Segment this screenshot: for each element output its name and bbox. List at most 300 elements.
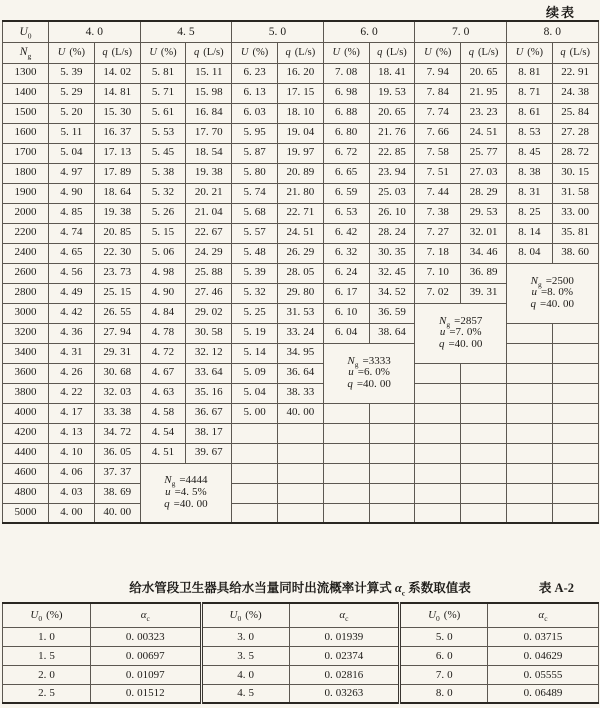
u-value-cell: 4. 51 (140, 443, 186, 463)
q-value-cell: 34. 52 (369, 283, 415, 303)
alpha-table-title: 给水管段卫生器具给水当量同时出流概率计算式 $\alpha_c$ 系数取值表 表 A-2 (0, 578, 600, 596)
table-row (3, 403, 599, 423)
u-subheader-cell: U (%) (140, 42, 186, 63)
alpha-value-cell: 0. 01939 (289, 627, 400, 646)
empty-cell (552, 363, 598, 383)
q-value-cell: 19. 97 (277, 143, 323, 163)
u-value-cell: 5. 38 (140, 163, 186, 183)
q-value-cell: 22. 30 (94, 243, 140, 263)
u-value-cell: 6. 32 (323, 243, 369, 263)
q-value-cell: 32. 03 (94, 383, 140, 403)
empty-cell (277, 423, 323, 443)
q-value-cell: 26. 10 (369, 203, 415, 223)
q-value-cell: 28. 24 (369, 223, 415, 243)
u-value-cell: 5. 04 (49, 143, 95, 163)
empty-cell (323, 463, 369, 483)
u-value-cell: 5. 71 (140, 83, 186, 103)
u0-value-cell: 5. 0 (400, 627, 488, 646)
q-value-cell: 30. 58 (186, 323, 232, 343)
empty-cell (461, 483, 507, 503)
u-value-cell: 4. 78 (140, 323, 186, 343)
empty-cell (415, 363, 461, 383)
alpha-header-cell: $\alpha_c$ (289, 603, 400, 627)
empty-cell (415, 383, 461, 403)
empty-cell (552, 463, 598, 483)
u0-value-cell: 3. 0 (201, 627, 289, 646)
q-value-cell: 15. 11 (186, 63, 232, 83)
q-value-cell: 25. 77 (461, 143, 507, 163)
alpha-row (3, 646, 599, 665)
empty-cell (506, 403, 552, 423)
q-value-cell: 38. 17 (186, 423, 232, 443)
ng-cell: 1300 (3, 63, 49, 83)
q-value-cell: 29. 31 (94, 343, 140, 363)
u-subheader-cell: U (%) (506, 42, 552, 63)
u-value-cell: 4. 58 (140, 403, 186, 423)
u0-header-cell: $U_0$ (%) (400, 603, 488, 627)
u-value-cell: 8. 81 (506, 63, 552, 83)
u-value-cell: 7. 38 (415, 203, 461, 223)
q-value-cell: 23. 94 (369, 163, 415, 183)
u-value-cell: 7. 66 (415, 123, 461, 143)
u-value-cell: 8. 04 (506, 243, 552, 263)
u-value-cell: 6. 53 (323, 203, 369, 223)
u-value-cell: 4. 90 (140, 283, 186, 303)
q-value-cell: 19. 38 (94, 203, 140, 223)
u-value-cell: 5. 53 (140, 123, 186, 143)
u-value-cell: 4. 97 (49, 163, 95, 183)
u-value-cell: 8. 61 (506, 103, 552, 123)
q-value-cell: 24. 29 (186, 243, 232, 263)
table-row (3, 83, 599, 103)
empty-cell (415, 423, 461, 443)
alpha-value-cell: 0. 05555 (488, 665, 599, 684)
q-value-cell: 29. 02 (186, 303, 232, 323)
ng-cell: 1600 (3, 123, 49, 143)
table-row (3, 343, 599, 363)
u-value-cell: 6. 13 (232, 83, 278, 103)
q-value-cell: 16. 84 (186, 103, 232, 123)
u-value-cell: 5. 32 (232, 283, 278, 303)
q-value-cell: 17. 70 (186, 123, 232, 143)
u-subheader-cell: U (%) (49, 42, 95, 63)
q-value-cell: 33. 00 (552, 203, 598, 223)
table-row (3, 183, 599, 203)
empty-cell (415, 503, 461, 523)
alpha-value-cell: 0. 00697 (91, 646, 202, 665)
q-value-cell: 25. 15 (94, 283, 140, 303)
q-value-cell: 38. 64 (369, 323, 415, 343)
u-value-cell: 7. 27 (415, 223, 461, 243)
u0-value-cell: 3. 5 (201, 646, 289, 665)
q-subheader-cell: q (L/s) (186, 42, 232, 63)
q-value-cell: 16. 20 (277, 63, 323, 83)
q-value-cell: 28. 05 (277, 263, 323, 283)
q-subheader-cell: q (L/s) (461, 42, 507, 63)
empty-cell (506, 343, 552, 363)
q-value-cell: 36. 64 (277, 363, 323, 383)
q-value-cell: 27. 46 (186, 283, 232, 303)
group-header-cell: 6. 0 (323, 21, 415, 42)
note-cell: $N_g =3333$ u =6. 0% q =40. 00 (323, 343, 415, 403)
q-value-cell: 32. 45 (369, 263, 415, 283)
empty-cell (552, 483, 598, 503)
u-value-cell: 6. 42 (323, 223, 369, 243)
q-value-cell: 22. 85 (369, 143, 415, 163)
u0-value-cell: 2. 0 (3, 665, 91, 684)
alpha-value-cell: 0. 03715 (488, 627, 599, 646)
u-value-cell: 4. 10 (49, 443, 95, 463)
header-row-u0 (3, 21, 599, 42)
u-value-cell: 4. 26 (49, 363, 95, 383)
u-value-cell: 5. 04 (232, 383, 278, 403)
ng-cell: 4400 (3, 443, 49, 463)
alpha-title-text: 给水管段卫生器具给水当量同时出流概率计算式 (129, 581, 392, 595)
u0-value-cell: 2. 5 (3, 684, 91, 703)
q-value-cell: 36. 67 (186, 403, 232, 423)
empty-cell (369, 403, 415, 423)
u-value-cell: 6. 80 (323, 123, 369, 143)
table-number-label: 表 A-2 (538, 581, 574, 595)
q-value-cell: 31. 53 (277, 303, 323, 323)
alpha-value-cell: 0. 02374 (289, 646, 400, 665)
flow-rate-table (2, 20, 599, 524)
ng-cell: 3400 (3, 343, 49, 363)
table-row (3, 363, 599, 383)
u0-value-cell: 4. 0 (201, 665, 289, 684)
table-row (3, 143, 599, 163)
empty-cell (506, 503, 552, 523)
table-row (3, 63, 599, 83)
empty-cell (369, 463, 415, 483)
alpha-header-cell: $\alpha_c$ (488, 603, 599, 627)
u-value-cell: 5. 25 (232, 303, 278, 323)
q-value-cell: 30. 15 (552, 163, 598, 183)
empty-cell (232, 463, 278, 483)
q-value-cell: 25. 88 (186, 263, 232, 283)
q-subheader-cell: q (L/s) (552, 42, 598, 63)
u-value-cell: 5. 87 (232, 143, 278, 163)
u-value-cell: 4. 00 (49, 503, 95, 523)
ng-cell: 2200 (3, 223, 49, 243)
empty-cell (506, 363, 552, 383)
ng-cell: 1800 (3, 163, 49, 183)
u-value-cell: 6. 03 (232, 103, 278, 123)
ng-cell: 4200 (3, 423, 49, 443)
u-value-cell: 5. 09 (232, 363, 278, 383)
u0-value-cell: 4. 5 (201, 684, 289, 703)
u-value-cell: 5. 29 (49, 83, 95, 103)
ng-cell: 4000 (3, 403, 49, 423)
q-value-cell: 32. 12 (186, 343, 232, 363)
u-value-cell: 5. 95 (232, 123, 278, 143)
q-value-cell: 28. 72 (552, 143, 598, 163)
u-value-cell: 5. 15 (140, 223, 186, 243)
alpha-value-cell: 0. 03263 (289, 684, 400, 703)
u-value-cell: 5. 14 (232, 343, 278, 363)
u-value-cell: 8. 71 (506, 83, 552, 103)
u-value-cell: 5. 26 (140, 203, 186, 223)
empty-cell (277, 503, 323, 523)
ng-cell: 4800 (3, 483, 49, 503)
u-value-cell: 5. 06 (140, 243, 186, 263)
u-subheader-cell: U (%) (323, 42, 369, 63)
table-row (3, 483, 599, 503)
group-header-cell: 5. 0 (232, 21, 324, 42)
u-value-cell: 4. 54 (140, 423, 186, 443)
q-value-cell: 40. 00 (277, 403, 323, 423)
empty-cell (506, 483, 552, 503)
q-value-cell: 22. 67 (186, 223, 232, 243)
empty-cell (323, 403, 369, 423)
u-value-cell: 5. 11 (49, 123, 95, 143)
q-value-cell: 19. 38 (186, 163, 232, 183)
u-value-cell: 5. 48 (232, 243, 278, 263)
q-value-cell: 24. 51 (461, 123, 507, 143)
u-value-cell: 4. 49 (49, 283, 95, 303)
u-value-cell: 7. 84 (415, 83, 461, 103)
u-value-cell: 4. 84 (140, 303, 186, 323)
q-value-cell: 25. 03 (369, 183, 415, 203)
u-value-cell: 5. 00 (232, 403, 278, 423)
u-value-cell: 6. 24 (323, 263, 369, 283)
q-value-cell: 23. 73 (94, 263, 140, 283)
q-value-cell: 22. 91 (552, 63, 598, 83)
u-value-cell: 6. 59 (323, 183, 369, 203)
q-value-cell: 36. 05 (94, 443, 140, 463)
q-value-cell: 18. 54 (186, 143, 232, 163)
q-value-cell: 36. 59 (369, 303, 415, 323)
empty-cell (232, 443, 278, 463)
empty-cell (369, 443, 415, 463)
u-value-cell: 8. 53 (506, 123, 552, 143)
empty-cell (232, 503, 278, 523)
empty-cell (369, 503, 415, 523)
u-value-cell: 4. 22 (49, 383, 95, 403)
q-value-cell: 32. 01 (461, 223, 507, 243)
u-value-cell: 6. 10 (323, 303, 369, 323)
empty-cell (415, 403, 461, 423)
ng-cell: 3200 (3, 323, 49, 343)
u-value-cell: 5. 45 (140, 143, 186, 163)
alpha-row (3, 627, 599, 646)
q-value-cell: 17. 89 (94, 163, 140, 183)
u-value-cell: 4. 72 (140, 343, 186, 363)
alpha-value-cell: 0. 06489 (488, 684, 599, 703)
q-value-cell: 31. 58 (552, 183, 598, 203)
empty-cell (277, 443, 323, 463)
alpha-header-row (3, 603, 599, 627)
u-value-cell: 7. 02 (415, 283, 461, 303)
q-value-cell: 34. 46 (461, 243, 507, 263)
group-header-cell: 8. 0 (506, 21, 598, 42)
empty-cell (506, 463, 552, 483)
q-value-cell: 22. 71 (277, 203, 323, 223)
empty-cell (461, 423, 507, 443)
q-value-cell: 21. 76 (369, 123, 415, 143)
alpha-coefficient-table (2, 602, 599, 704)
empty-cell (461, 443, 507, 463)
q-value-cell: 14. 02 (94, 63, 140, 83)
q-value-cell: 36. 89 (461, 263, 507, 283)
header-row-ng (3, 42, 599, 63)
ng-cell: 4600 (3, 463, 49, 483)
empty-cell (323, 443, 369, 463)
ng-cell: 2400 (3, 243, 49, 263)
q-value-cell: 34. 95 (277, 343, 323, 363)
u-value-cell: 6. 65 (323, 163, 369, 183)
q-value-cell: 40. 00 (94, 503, 140, 523)
q-value-cell: 16. 37 (94, 123, 140, 143)
note-cell: $N_g =2857$ u =7. 0% q =40. 00 (415, 303, 507, 363)
u-value-cell: 8. 38 (506, 163, 552, 183)
u-value-cell: 7. 08 (323, 63, 369, 83)
table-row (3, 203, 599, 223)
ng-cell: 2000 (3, 203, 49, 223)
u0-value-cell: 7. 0 (400, 665, 488, 684)
note-cell: $N_g =4444$ u =4. 5% q =40. 00 (140, 463, 232, 523)
q-value-cell: 34. 72 (94, 423, 140, 443)
q-value-cell: 38. 60 (552, 243, 598, 263)
group-header-cell: 7. 0 (415, 21, 507, 42)
empty-cell (552, 403, 598, 423)
u0-corner-cell: $U_0$ (3, 21, 49, 42)
u0-value-cell: 8. 0 (400, 684, 488, 703)
ng-cell: 5000 (3, 503, 49, 523)
table-row (3, 383, 599, 403)
table-row (3, 103, 599, 123)
q-value-cell: 19. 04 (277, 123, 323, 143)
q-value-cell: 33. 64 (186, 363, 232, 383)
q-subheader-cell: q (L/s) (369, 42, 415, 63)
alpha-symbol: α (394, 581, 402, 595)
q-value-cell: 21. 95 (461, 83, 507, 103)
u-value-cell: 5. 81 (140, 63, 186, 83)
table-row (3, 163, 599, 183)
empty-cell (323, 503, 369, 523)
empty-cell (461, 363, 507, 383)
u-value-cell: 4. 98 (140, 263, 186, 283)
empty-cell (277, 483, 323, 503)
u-value-cell: 8. 14 (506, 223, 552, 243)
u-value-cell: 4. 06 (49, 463, 95, 483)
empty-cell (232, 423, 278, 443)
u0-header-cell: $U_0$ (%) (201, 603, 289, 627)
empty-cell (323, 483, 369, 503)
q-value-cell: 18. 10 (277, 103, 323, 123)
table-row (3, 123, 599, 143)
u-value-cell: 5. 39 (49, 63, 95, 83)
q-value-cell: 35. 16 (186, 383, 232, 403)
ng-cell: 2800 (3, 283, 49, 303)
u-value-cell: 5. 39 (232, 263, 278, 283)
ng-cell: 1500 (3, 103, 49, 123)
u-subheader-cell: U (%) (232, 42, 278, 63)
u-value-cell: 4. 90 (49, 183, 95, 203)
continued-table-label: 续表 (545, 5, 576, 20)
q-value-cell: 26. 55 (94, 303, 140, 323)
q-value-cell: 33. 38 (94, 403, 140, 423)
u-value-cell: 6. 23 (232, 63, 278, 83)
q-value-cell: 30. 68 (94, 363, 140, 383)
empty-cell (232, 483, 278, 503)
u-value-cell: 7. 51 (415, 163, 461, 183)
q-value-cell: 19. 53 (369, 83, 415, 103)
u-value-cell: 4. 03 (49, 483, 95, 503)
u-value-cell: 5. 19 (232, 323, 278, 343)
u-value-cell: 5. 74 (232, 183, 278, 203)
q-value-cell: 39. 67 (186, 443, 232, 463)
q-value-cell: 14. 81 (94, 83, 140, 103)
alpha-value-cell: 0. 01097 (91, 665, 202, 684)
ng-cell: 1900 (3, 183, 49, 203)
u-value-cell: 4. 63 (140, 383, 186, 403)
u0-value-cell: 6. 0 (400, 646, 488, 665)
u-value-cell: 7. 10 (415, 263, 461, 283)
q-value-cell: 21. 80 (277, 183, 323, 203)
u-value-cell: 5. 57 (232, 223, 278, 243)
table-row (3, 503, 599, 523)
alpha-title-suffix: 系数取值表 (408, 581, 471, 595)
q-value-cell: 23. 23 (461, 103, 507, 123)
q-value-cell: 27. 03 (461, 163, 507, 183)
empty-cell (369, 483, 415, 503)
u-value-cell: 5. 61 (140, 103, 186, 123)
empty-cell (461, 383, 507, 403)
q-value-cell: 20. 21 (186, 183, 232, 203)
table-row (3, 243, 599, 263)
u-value-cell: 4. 67 (140, 363, 186, 383)
u-value-cell: 4. 31 (49, 343, 95, 363)
u-subheader-cell: U (%) (415, 42, 461, 63)
alpha-value-cell: 0. 00323 (91, 627, 202, 646)
u-value-cell: 7. 44 (415, 183, 461, 203)
u-value-cell: 4. 85 (49, 203, 95, 223)
u-value-cell: 5. 20 (49, 103, 95, 123)
q-subheader-cell: q (L/s) (94, 42, 140, 63)
empty-cell (461, 463, 507, 483)
empty-cell (277, 463, 323, 483)
table-row (3, 223, 599, 243)
u0-value-cell: 1. 0 (3, 627, 91, 646)
empty-cell (552, 323, 598, 343)
q-value-cell: 27. 94 (94, 323, 140, 343)
empty-cell (461, 503, 507, 523)
empty-cell (552, 443, 598, 463)
u-value-cell: 6. 04 (323, 323, 369, 343)
u-value-cell: 8. 45 (506, 143, 552, 163)
u-value-cell: 4. 17 (49, 403, 95, 423)
empty-cell (506, 383, 552, 403)
ng-cell: 3600 (3, 363, 49, 383)
group-header-cell: 4. 5 (140, 21, 232, 42)
u-value-cell: 4. 56 (49, 263, 95, 283)
q-value-cell: 38. 33 (277, 383, 323, 403)
u-value-cell: 6. 17 (323, 283, 369, 303)
q-value-cell: 30. 35 (369, 243, 415, 263)
q-value-cell: 37. 37 (94, 463, 140, 483)
q-value-cell: 18. 64 (94, 183, 140, 203)
q-value-cell: 21. 04 (186, 203, 232, 223)
table-row (3, 263, 599, 283)
q-value-cell: 25. 84 (552, 103, 598, 123)
q-value-cell: 20. 65 (461, 63, 507, 83)
alpha-value-cell: 0. 01512 (91, 684, 202, 703)
group-header-cell: 4. 0 (49, 21, 141, 42)
empty-cell (415, 443, 461, 463)
table-row (3, 463, 599, 483)
ng-cell: 1400 (3, 83, 49, 103)
